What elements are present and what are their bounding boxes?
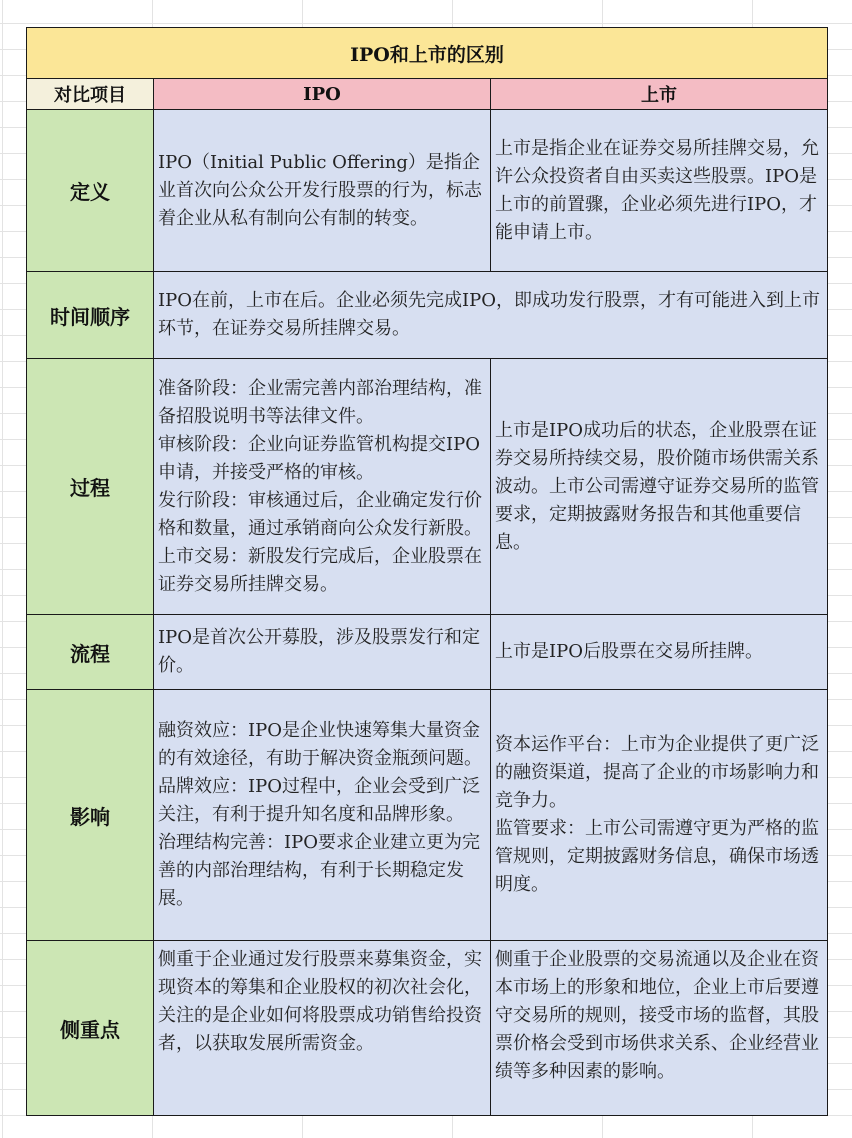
impact-ipo-point: 品牌效应：IPO过程中，企业会受到广泛关注，有利于提升知名度和品牌形象。 [158,776,480,825]
row-impact [27,690,828,941]
title-row [27,28,828,79]
process-ipo-step: 审核阶段：企业向证券监管机构提交IPO申请，并接受严格的审核。 [158,433,480,483]
row-sequence [27,272,828,359]
cell-definition-ipo: IPO（Initial Public Offering）是指企业首次向公众公开发行股票的行为，标志着企业从私有制向公有制的转变。 [154,110,491,272]
cell-impact-ipo [154,690,491,941]
cell-focus-ipo: 侧重于企业通过发行股票来募集资金，实现资本的筹集和企业股权的初次社会化，关注的是企业如何将股票成功销售给投资者，以获取发展所需资金。 [154,941,491,1116]
cell-flow-ipo: IPO是首次公开募股，涉及股票发行和定价。 [154,615,491,690]
cell-focus-listing: 侧重于企业股票的交易流通以及企业在资本市场上的形象和地位，企业上市后要遵守交易所的规则，接受市场的监督，其股票价格会受到市场供求关系、企业经营业绩等多种因素的影响。 [491,941,828,1116]
header-listing: 上市 [491,79,828,110]
header-row [27,79,828,110]
comparison-table [26,27,828,1116]
impact-ipo-point: 融资效应：IPO是企业快速筹集大量资金的有效途径，有助于解决资金瓶颈问题。 [158,720,482,769]
impact-listing-point: 资本运作平台：上市为企业提供了更广泛的融资渠道，提高了企业的市场影响力和竞争力。 [495,734,819,811]
row-label-definition: 定义 [27,110,154,272]
cell-definition-listing: 上市是指企业在证券交易所挂牌交易，允许公众投资者自由买卖这些股票。IPO是上市的前置骤，企业必须先进行IPO，才能申请上市。 [491,110,828,272]
row-process [27,359,828,615]
row-label-sequence: 时间顺序 [27,272,154,359]
cell-impact-listing [491,690,828,941]
cell-process-ipo [154,359,491,615]
process-ipo-step: 发行阶段：审核通过后，企业确定发行价格和数量，通过承销商向公众发行新股。 [158,489,482,539]
impact-ipo-point: 治理结构完善：IPO要求企业建立更为完善的内部治理结构，有利于长期稳定发展。 [158,832,480,909]
header-ipo: IPO [154,79,491,110]
cell-process-listing: 上市是IPO成功后的状态，企业股票在证券交易所持续交易，股价随市场供需关系波动。上市公司需遵守证券交易所的监管要求，定期披露财务报告和其他重要信息。 [491,359,828,615]
row-flow [27,615,828,690]
cell-flow-listing: 上市是IPO后股票在交易所挂牌。 [491,615,828,690]
process-ipo-step: 上市交易：新股发行完成后，企业股票在证券交易所挂牌交易。 [158,545,482,595]
table-title: IPO和上市的区别 [27,28,828,79]
cell-sequence: IPO在前，上市在后。企业必须先完成IPO，即成功发行股票，才有可能进入到上市环节，在证券交易所挂牌交易。 [154,272,828,359]
row-label-process: 过程 [27,359,154,615]
row-focus [27,941,828,1116]
row-label-impact: 影响 [27,690,154,941]
header-item: 对比项目 [27,79,154,110]
row-definition [27,110,828,272]
row-label-focus: 侧重点 [27,941,154,1116]
process-ipo-step: 准备阶段：企业需完善内部治理结构，准备招股说明书等法律文件。 [158,377,482,427]
row-label-flow: 流程 [27,615,154,690]
impact-listing-point: 监管要求：上市公司需遵守更为严格的监管规则，定期披露财务信息，确保市场透明度。 [495,818,819,895]
